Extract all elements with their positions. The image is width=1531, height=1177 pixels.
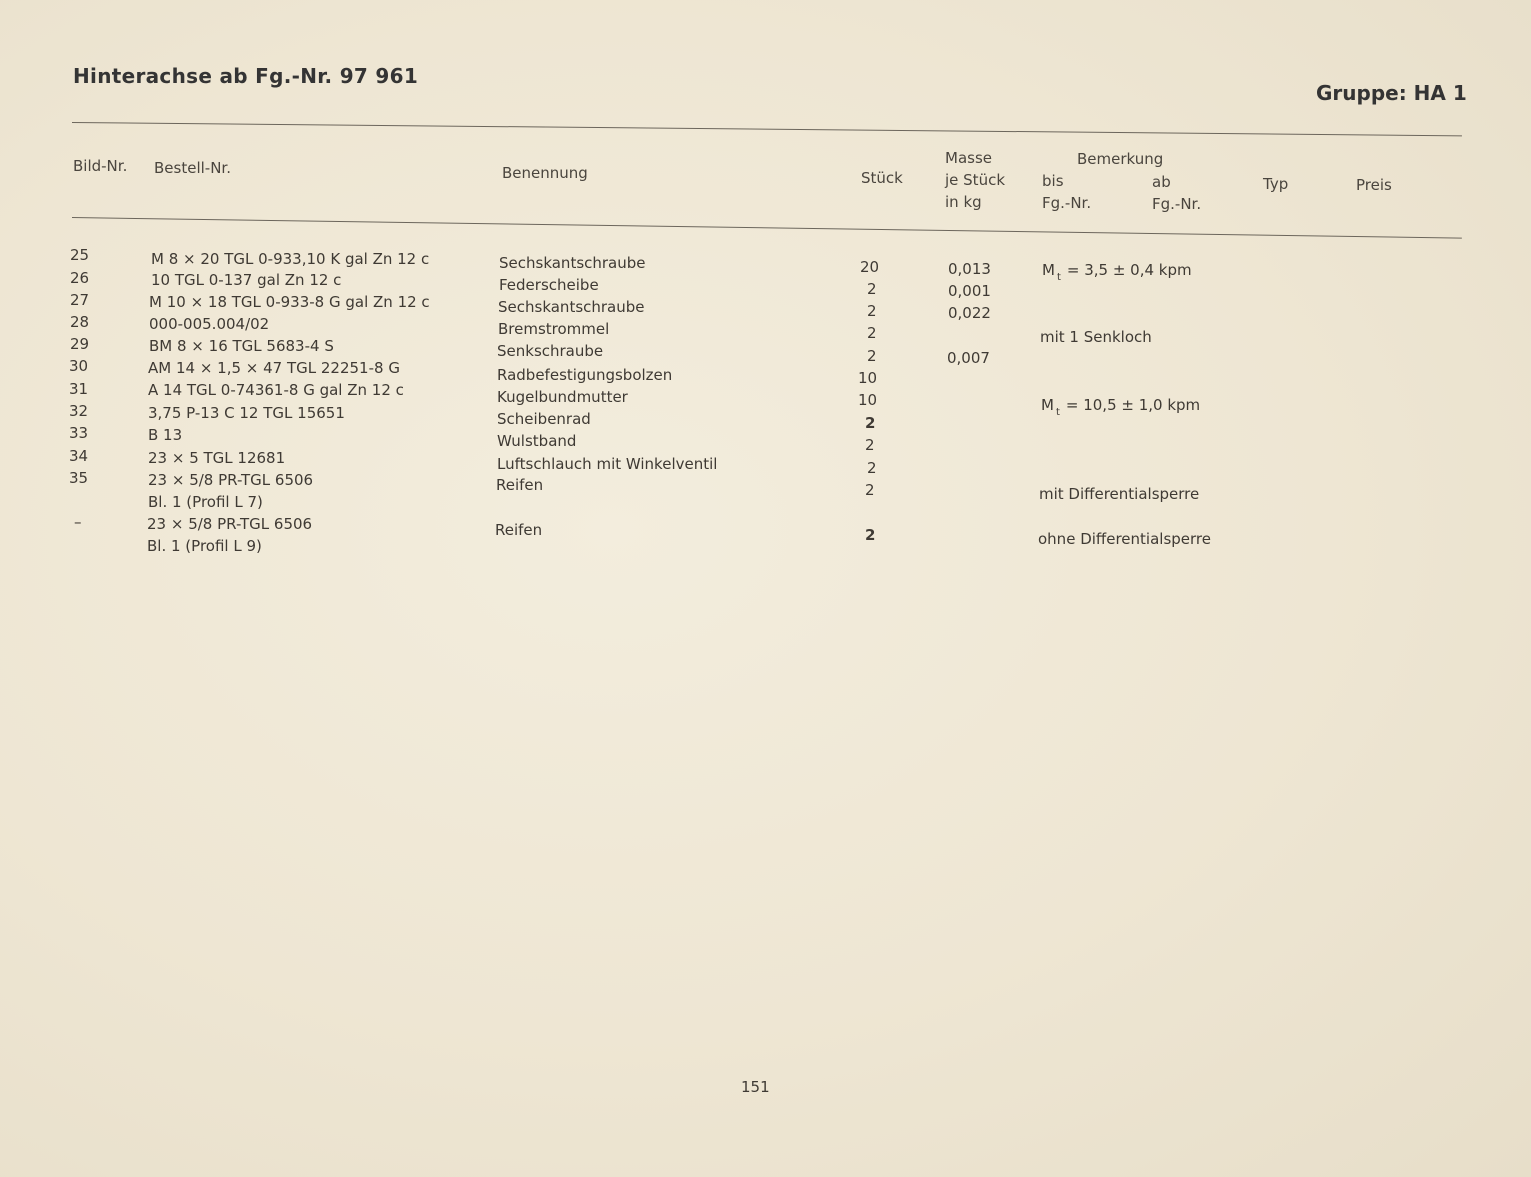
row-29-bestell: BM 8 × 16 TGL 5683-4 S [149, 337, 334, 355]
row-25-benennung: Sechskantschraube [499, 254, 646, 272]
row-30-bestell: AM 14 × 1,5 × 47 TGL 22251-8 G [148, 359, 400, 377]
row-35-benennung: Reifen [496, 476, 544, 494]
row-dash-benennung: Reifen [495, 521, 543, 539]
remark-senkloch: mit 1 Senkloch [1040, 328, 1152, 346]
row-35-bestell-line2: Bl. 1 (Profil L 7) [148, 493, 263, 511]
row-27-benennung: Sechskantschraube [498, 298, 645, 316]
row-35-bild: 35 [69, 469, 89, 487]
row-28-stueck: 2 [867, 324, 877, 342]
row-25-stueck: 20 [860, 258, 880, 276]
torque-subscript: t [1056, 272, 1061, 283]
remark-torque-32 [1041, 396, 1201, 418]
col-masse-line1: Masse [945, 149, 992, 167]
page-number: 151 [741, 1078, 770, 1096]
row-27-bestell: M 10 × 18 TGL 0-933-8 G gal Zn 12 c [149, 293, 430, 311]
row-35-bestell: 23 × 5/8 PR-TGL 6506 [148, 471, 314, 489]
torque-value: = 3,5 ± 0,4 kpm [1066, 261, 1192, 279]
col-bild-nr: Bild-Nr. [73, 157, 128, 175]
row-27-stueck: 2 [867, 302, 877, 320]
row-32-bild: 32 [69, 402, 89, 420]
header-bottom-rule [72, 217, 1462, 239]
col-benennung: Benennung [502, 164, 588, 182]
col-ab-line2: Fg.-Nr. [1152, 195, 1202, 213]
row-26-bestell: 10 TGL 0-137 gal Zn 12 c [151, 271, 342, 289]
row-27-masse: 0,022 [948, 304, 991, 322]
row-30-bild: 30 [69, 357, 89, 375]
row-25-bestell: M 8 × 20 TGL 0-933,10 K gal Zn 12 c [151, 250, 430, 268]
row-dash-bestell-line2: Bl. 1 (Profil L 9) [147, 537, 262, 555]
row-28-benennung: Bremstrommel [498, 320, 610, 338]
row-26-stueck: 2 [867, 280, 877, 298]
row-26-masse: 0,001 [948, 282, 991, 300]
row-31-bild: 31 [69, 380, 89, 398]
remark-torque-25 [1042, 261, 1192, 283]
row-34-benennung: Luftschlauch mit Winkelventil [497, 455, 718, 473]
row-31-benennung: Kugelbundmutter [497, 388, 628, 406]
row-26-bild: 26 [70, 269, 90, 287]
col-bis-line1: bis [1042, 172, 1064, 190]
row-dash-bestell: 23 × 5/8 PR-TGL 6506 [147, 515, 313, 533]
row-27-bild: 27 [70, 291, 90, 309]
torque-subscript: t [1055, 407, 1060, 418]
remark-mit-differentialsperre: mit Differentialsperre [1039, 485, 1200, 503]
remark-ohne-differentialsperre: ohne Differentialsperre [1038, 530, 1211, 548]
row-28-bestell: 000-005.004/02 [149, 315, 270, 333]
row-35-stueck: 2 [865, 481, 875, 499]
page-title: Hinterachse ab Fg.-Nr. 97 961 [73, 64, 419, 88]
row-29-masse: 0,007 [947, 349, 990, 367]
row-29-stueck: 2 [867, 347, 877, 365]
row-34-stueck: 2 [867, 459, 877, 477]
row-34-bestell: 23 × 5 TGL 12681 [148, 449, 286, 467]
row-dash-stueck: 2 [865, 526, 876, 544]
row-28-bild: 28 [70, 313, 90, 331]
torque-symbol: M [1042, 261, 1055, 279]
col-masse-line2: je Stück [945, 171, 1006, 189]
col-ab-line1: ab [1152, 173, 1171, 191]
torque-value: = 10,5 ± 1,0 kpm [1065, 396, 1201, 414]
col-stueck: Stück [861, 169, 903, 187]
row-30-benennung: Radbefestigungsbolzen [497, 366, 673, 384]
group-label: Gruppe: HA 1 [1316, 81, 1467, 105]
row-31-bestell: A 14 TGL 0-74361-8 G gal Zn 12 c [148, 381, 404, 399]
col-bis-line2: Fg.-Nr. [1042, 194, 1092, 212]
row-33-benennung: Wulstband [497, 432, 577, 450]
row-29-benennung: Senkschraube [497, 342, 604, 360]
col-masse-line3: in kg [945, 193, 982, 211]
row-32-bestell: 3,75 P-13 C 12 TGL 15651 [148, 404, 345, 422]
col-preis: Preis [1356, 176, 1392, 194]
torque-symbol: M [1041, 396, 1054, 414]
col-bemerkung: Bemerkung [1077, 150, 1164, 168]
col-typ: Typ [1263, 175, 1289, 193]
row-33-stueck: 2 [865, 436, 875, 454]
row-32-benennung: Scheibenrad [497, 410, 591, 428]
col-bestell-nr: Bestell-Nr. [154, 159, 231, 177]
row-33-bild: 33 [69, 424, 89, 442]
row-26-benennung: Federscheibe [499, 276, 599, 294]
row-25-masse: 0,013 [948, 260, 991, 278]
row-29-bild: 29 [70, 335, 90, 353]
row-dash-bild: – [74, 513, 82, 531]
header-top-rule [72, 122, 1462, 136]
row-31-stueck: 10 [858, 391, 878, 409]
row-33-bestell: B 13 [148, 426, 183, 444]
row-34-bild: 34 [69, 447, 89, 465]
row-25-bild: 25 [70, 246, 90, 264]
row-32-stueck: 2 [865, 414, 876, 432]
row-30-stueck: 10 [858, 369, 878, 387]
